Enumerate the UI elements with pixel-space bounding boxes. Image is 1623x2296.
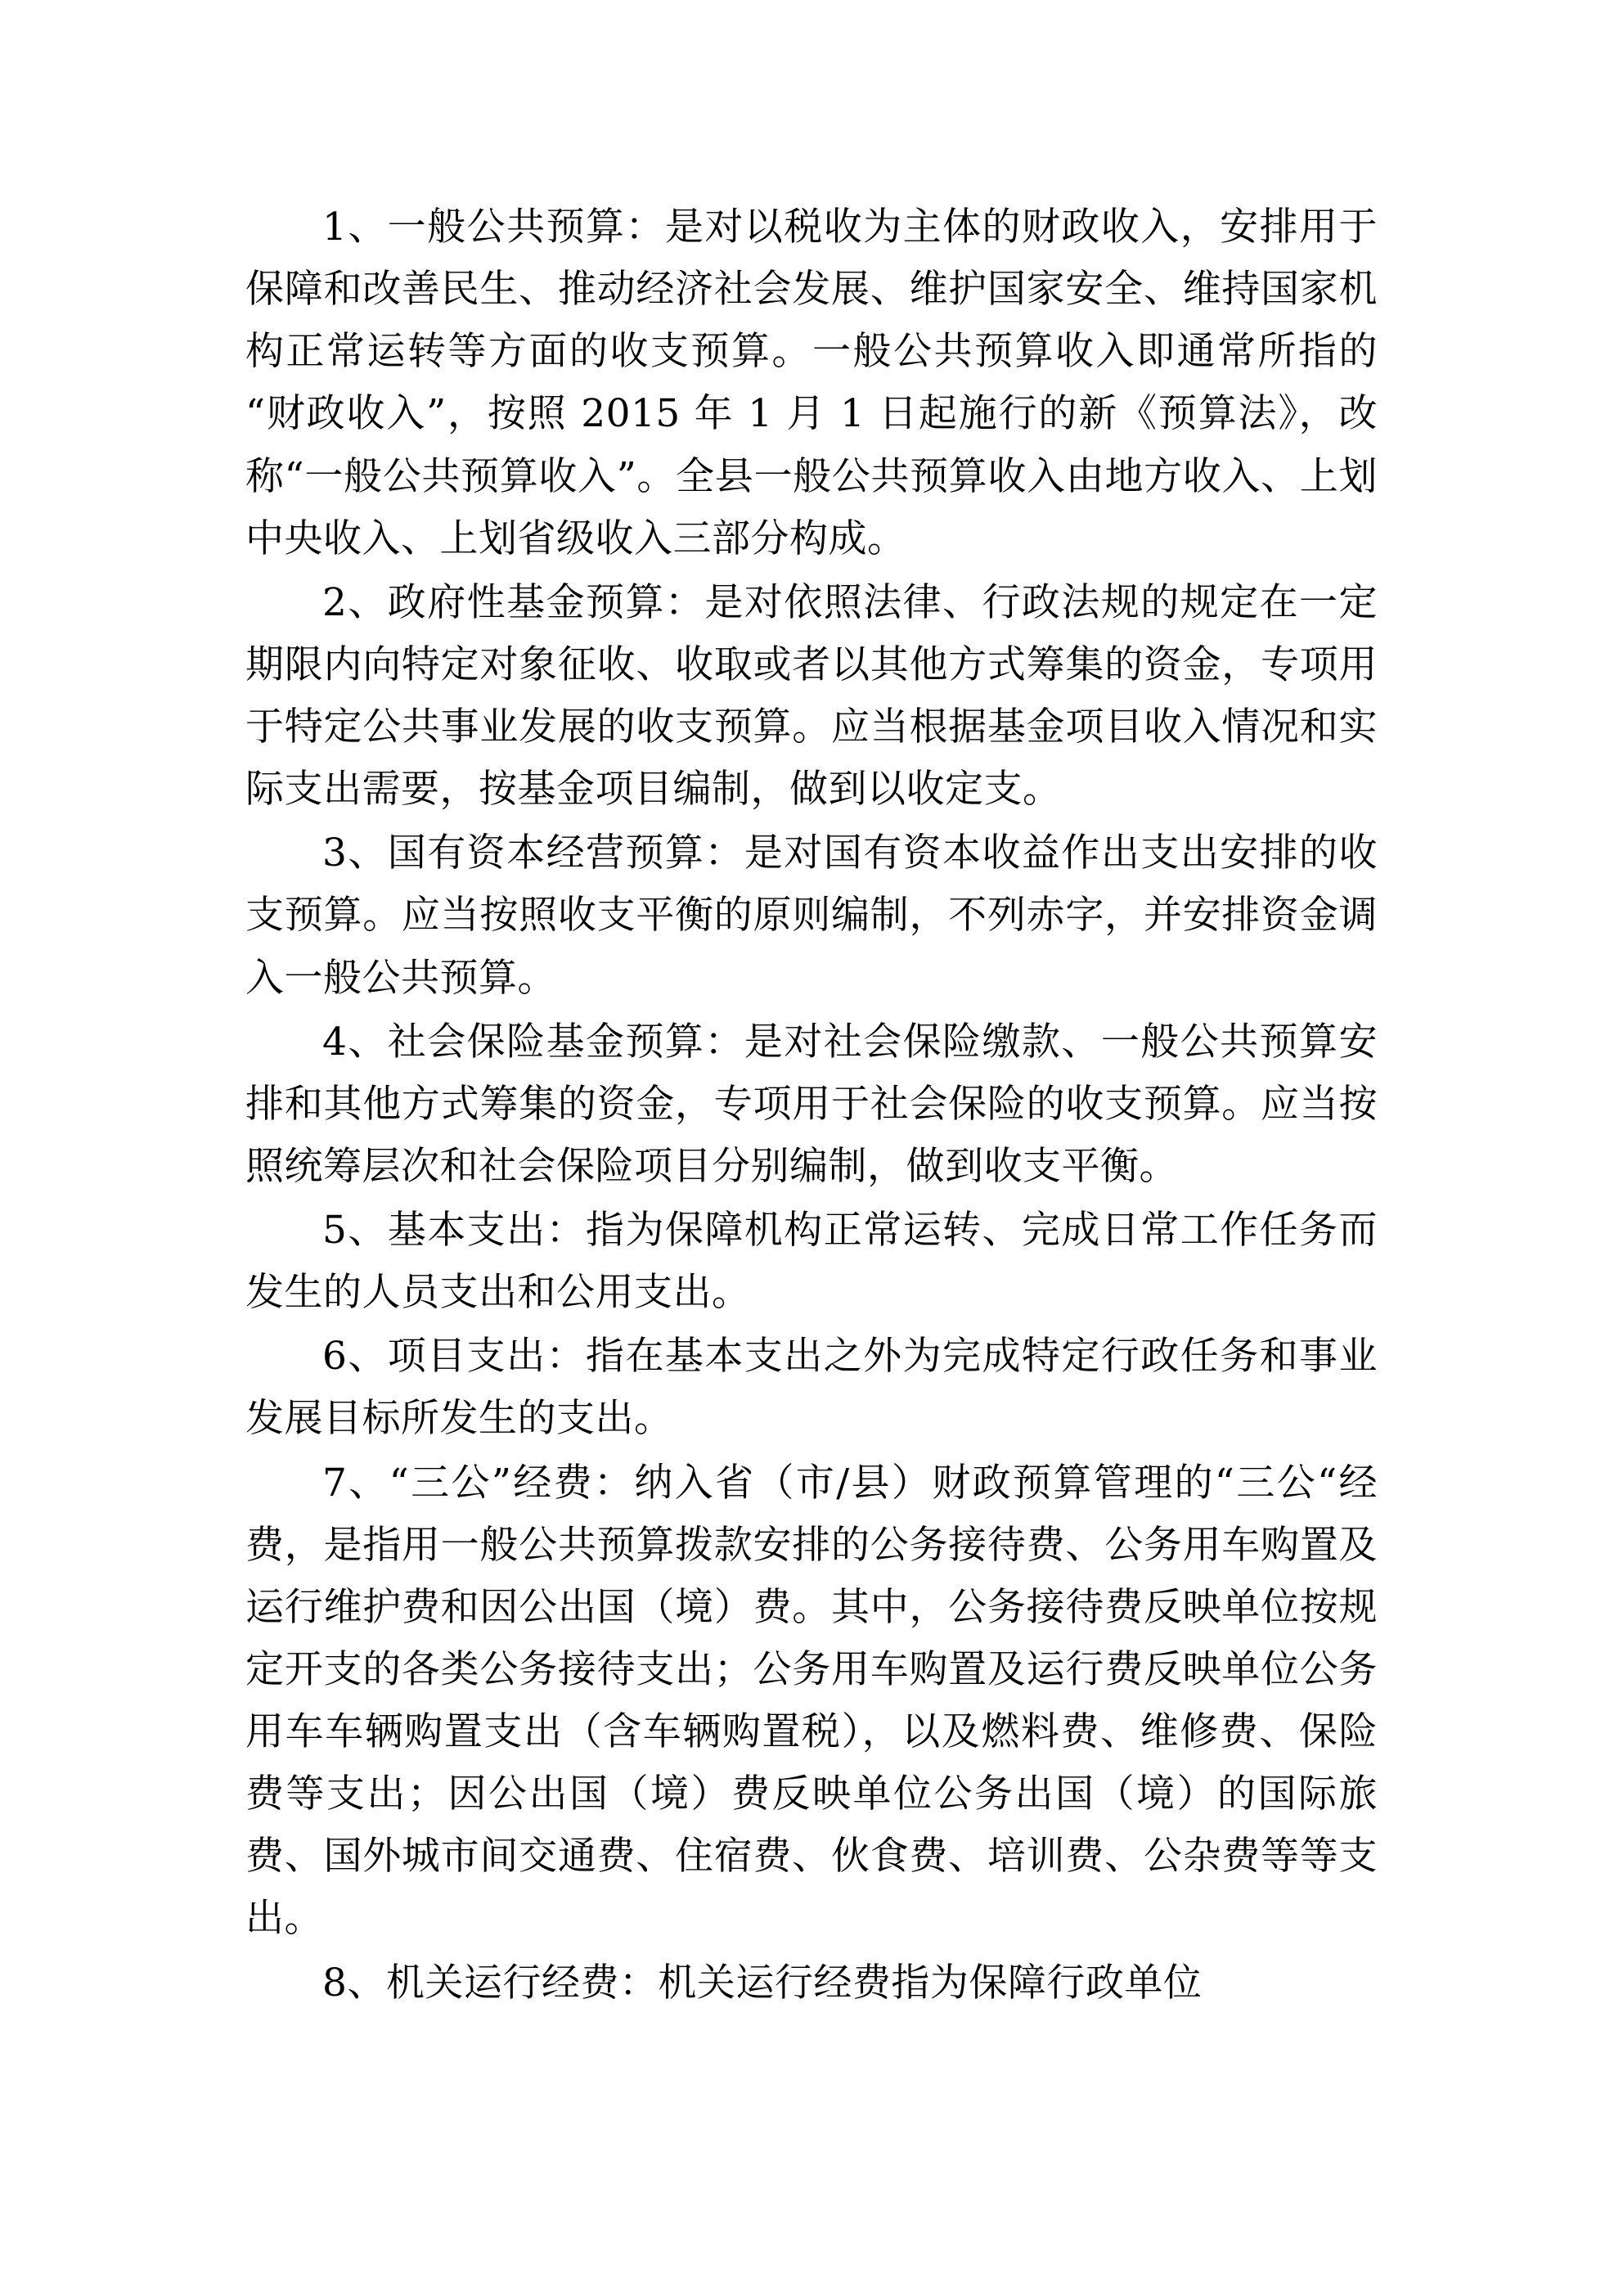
document-body: [245, 196, 1378, 2015]
paragraph-item-2: 2、政府性基金预算：是对依照法律、行政法规的规定在一定期限内向特定对象征收、收取或者以其他方式筹集的资金，专项用于特定公共事业发展的收支预算。应当根据基金项目收入情况和实际支出需要，按基金项目编制，做到以收定支。: [245, 579, 1378, 813]
paragraph-item-3: 3、国有资本经营预算：是对国有资本收益作出支出安排的收支预算。应当按照收支平衡的原则编制，不列赤字，并安排资金调入一般公共预算。: [245, 831, 1378, 1001]
paragraph-item-7: 7、“三公”经费：纳入省（市/县）财政预算管理的“三公“经费，是指用一般公共预算拨款安排的公务接待费、公务用车购置及运行维护费和因公出国（境）费。其中，公务接待费反映单位按规定开支的各类公务接待支出；公务用车购置及运行费反映单位公务用车车辆购置支出（含车辆购置税），以及燃料费、维修费、保险费等支出；因公出国（境）费反映单位公务出国（境）的国际旅费、国外城市间交通费、住宿费、伙食费、培训费、公杂费等等支出。: [245, 1460, 1378, 1942]
paragraph-item-6: 6、项目支出：指在基本支出之外为完成特定行政任务和事业发展目标所发生的支出。: [245, 1334, 1378, 1442]
paragraph-item-8: 8、机关运行经费：机关运行经费指为保障行政单位: [322, 1960, 1203, 2006]
paragraph-item-4: 4、社会保险基金预算：是对社会保险缴款、一般公共预算安排和其他方式筹集的资金，专项用于社会保险的收支预算。应当按照统筹层次和社会保险项目分别编制，做到收支平衡。: [245, 1019, 1378, 1189]
paragraph-item-1: 1、一般公共预算：是对以税收为主体的财政收入，安排用于保障和改善民生、推动经济社会发展、维护国家安全、维持国家机构正常运转等方面的收支预算。一般公共预算收入即通常所指的“财政收入”，按照 2015 年 1 月 1 日起施行的新《预算法》，改称“一般公共预算收入”。全县一般公共预算收入由地方收入、上划中央收入、上划省级收入三部分构成。: [245, 205, 1378, 561]
paragraph-item-5: 5、基本支出：指为保障机构正常运转、完成日常工作任务而发生的人员支出和公用支出。: [245, 1208, 1378, 1316]
